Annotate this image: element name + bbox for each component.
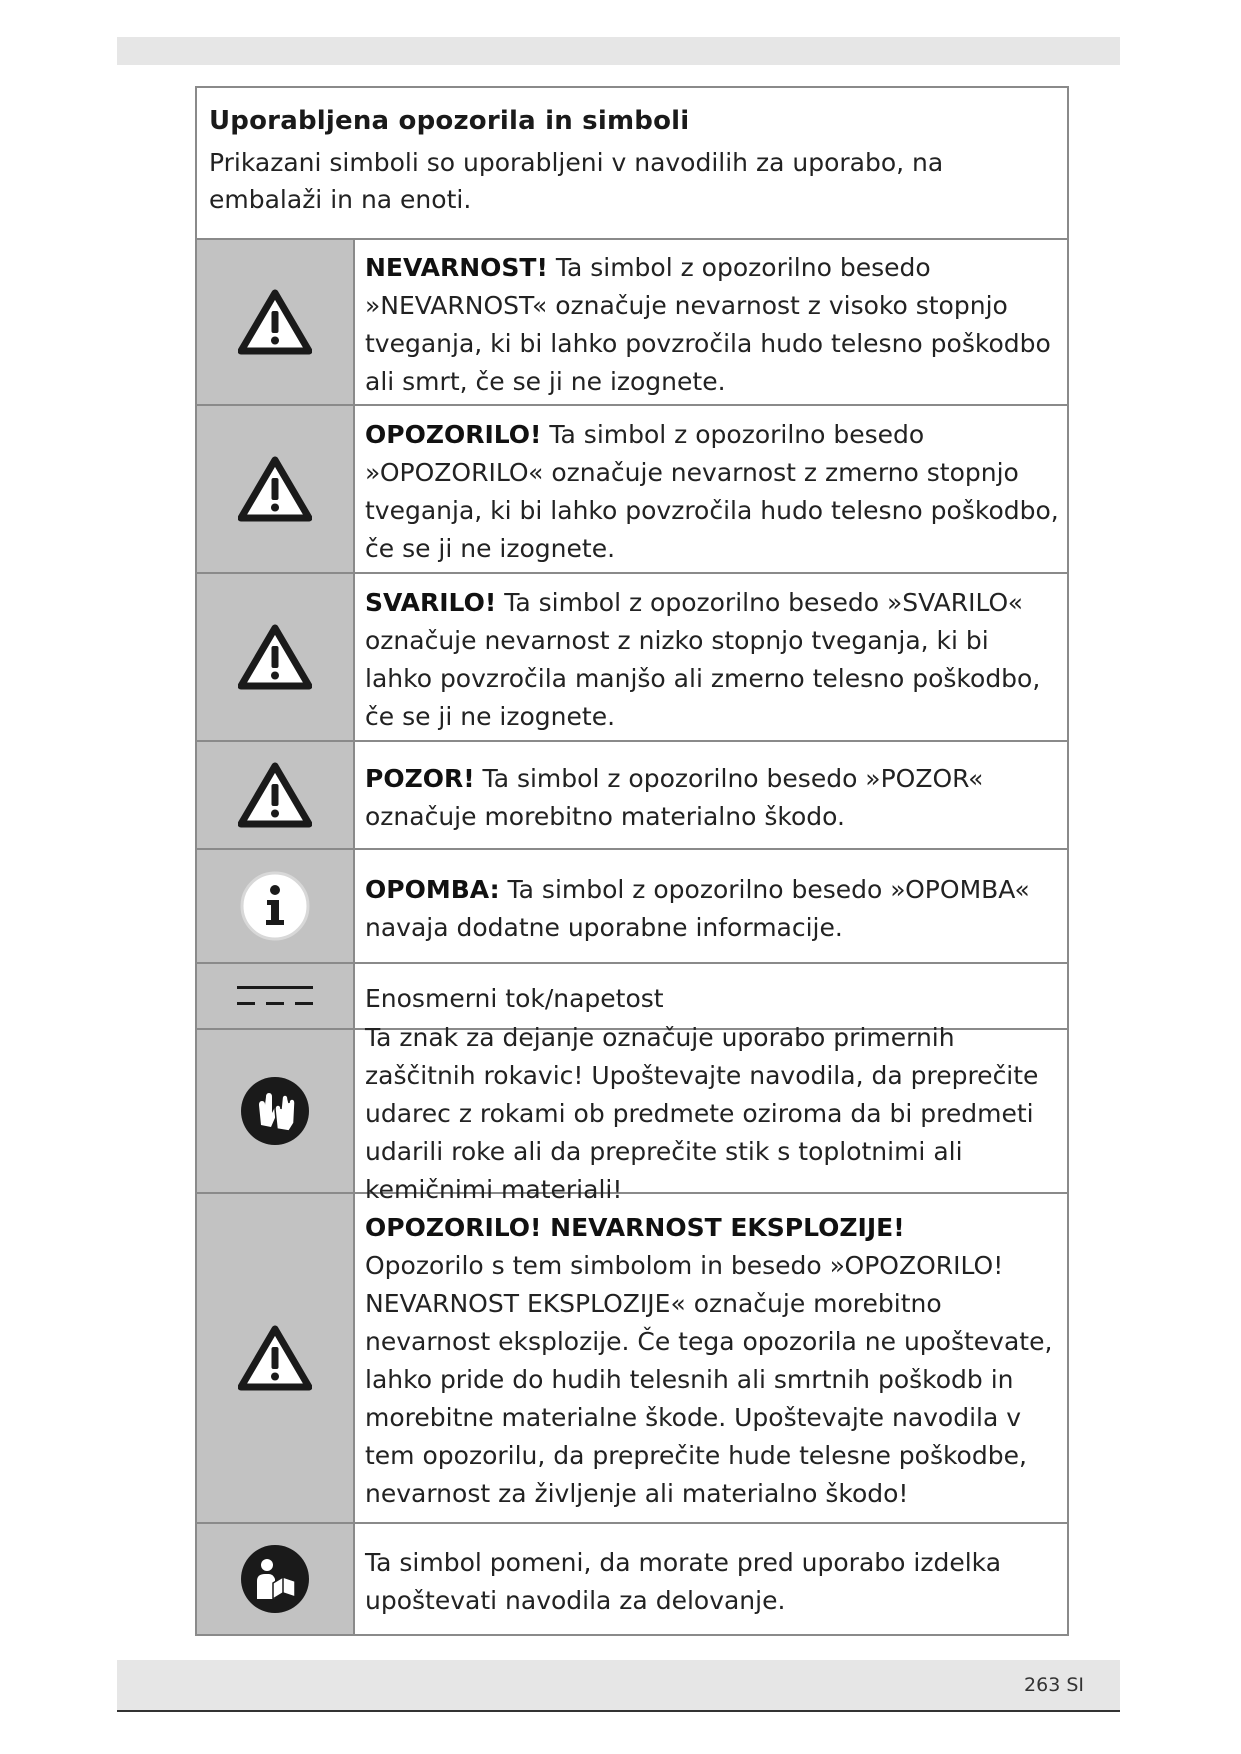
description-cell (355, 1524, 1067, 1634)
table-row (197, 1023, 1067, 1204)
symbol-cell (197, 406, 355, 572)
signal-word: POZOR! (365, 764, 475, 793)
description-text: Enosmerni tok/napetost (365, 984, 664, 1013)
signal-word: OPOMBA: (365, 875, 500, 904)
symbol-cell (197, 1524, 355, 1634)
description-cell (355, 850, 1067, 962)
description-text: Opozorilo s tem simbolom in besedo »OPOZORILO! NEVARNOST EKSPLOZIJE« označuje morebitno nevarnost eksplozije. Če tega opozorila ne upoštevate, lahko pride do hudih telesnih ali smrtnih poškodb in morebitne materialne škode. Upoštevajte navodila v tem opozorilu, da preprečite hude telesne poškodbe, nevarnost za življenje ali materialno škodo! (365, 1251, 1053, 1508)
protective-gloves-icon (239, 1075, 311, 1147)
symbol-cell (197, 574, 355, 740)
description-text: Ta simbol pomeni, da morate pred uporabo izdelka upoštevati navodila za delovanje. (365, 1548, 1002, 1615)
section-title: Uporabljena opozorila in simboli (209, 106, 690, 136)
signal-word: NEVARNOST! (365, 253, 548, 282)
warning-triangle-icon (238, 289, 312, 355)
description-cell (355, 742, 1067, 848)
warning-triangle-icon (238, 624, 312, 690)
footer-bar (117, 1660, 1120, 1712)
symbol-cell (197, 850, 355, 962)
description-cell (355, 1194, 1067, 1522)
top-bar (117, 37, 1120, 65)
symbol-cell (197, 240, 355, 404)
symbols-table (195, 86, 1069, 1636)
description-text: Ta simbol z opozorilno besedo »OPOZORILO« označuje nevarnost z zmerno stopnjo tveganja, ki bi lahko povzročila hudo telesno poškodbo, če se ji ne izognete. (365, 420, 1059, 563)
symbol-cell (197, 964, 355, 1028)
direct-current-icon (237, 984, 313, 1008)
table-row (197, 240, 1067, 406)
description-cell (355, 240, 1067, 404)
description-text: Ta simbol z opozorilno besedo »SVARILO« označuje nevarnost z nizko stopnjo tveganja, ki bi lahko povzročila manjšo ali zmerno telesno poškodbo, če se ji ne izognete. (365, 588, 1041, 731)
description-text: Ta simbol z opozorilno besedo »POZOR« označuje morebitno materialno škodo. (365, 764, 984, 831)
warning-triangle-icon (238, 1325, 312, 1391)
table-header (197, 88, 1067, 240)
table-row (197, 1194, 1067, 1524)
description-text: Ta simbol z opozorilno besedo »NEVARNOST« označuje nevarnost z visoko stopnjo tveganja, ki bi lahko povzročila hudo telesno poškodbo ali smrt, če se ji ne izognete. (365, 253, 1051, 396)
symbol-cell (197, 1194, 355, 1522)
symbol-cell (197, 1030, 355, 1192)
info-icon (239, 870, 311, 942)
description-cell (355, 1023, 1067, 1204)
page-number: 263 SI (1024, 1674, 1084, 1696)
table-row (197, 574, 1067, 742)
description-cell (355, 574, 1067, 740)
table-row (197, 406, 1067, 574)
warning-triangle-icon (238, 456, 312, 522)
description-text: Ta znak za dejanje označuje uporabo primernih zaščitnih rokavic! Upoštevajte navodila, da preprečite udarec z rokami ob predmete oziroma da bi predmeti udarili roke ali da preprečite stik s toplotnimi ali kemičnimi materiali! (365, 1023, 1039, 1204)
signal-word: OPOZORILO! (365, 420, 542, 449)
table-row (197, 742, 1067, 850)
section-intro: Prikazani simboli so uporabljeni v navodilih za uporabo, na embalaži in na enoti. (209, 148, 944, 214)
read-manual-icon (239, 1543, 311, 1615)
warning-triangle-icon (238, 762, 312, 828)
signal-word: OPOZORILO! NEVARNOST EKSPLOZIJE! (365, 1213, 905, 1242)
table-row (197, 1524, 1067, 1634)
table-row (197, 850, 1067, 964)
symbol-cell (197, 742, 355, 848)
description-cell (355, 406, 1067, 572)
signal-word: SVARILO! (365, 588, 497, 617)
description-text: Ta simbol z opozorilno besedo »OPOMBA« navaja dodatne uporabne informacije. (365, 875, 1030, 942)
